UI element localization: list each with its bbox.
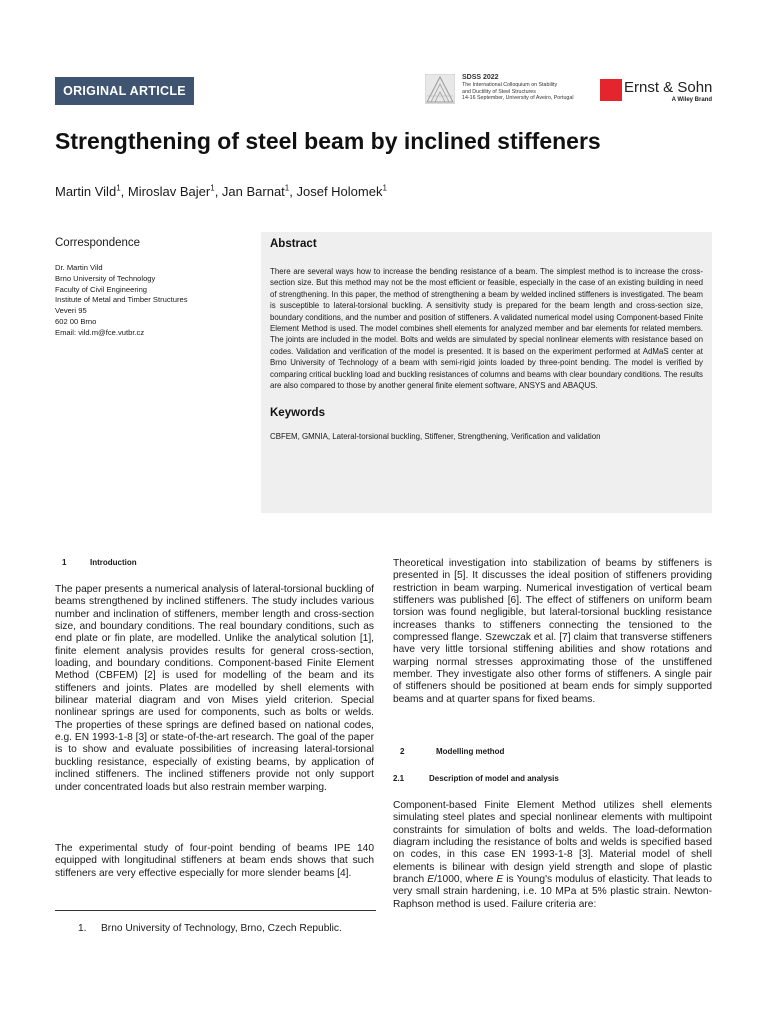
footnote: [78, 923, 342, 934]
conference-logo: [425, 74, 595, 106]
intro-paragraph-1: The paper presents a numerical analysis of lateral-torsional buckling of beams strengthened by inclined stiffeners. The study includes various number and inclination of stiffeners, member length and cross-section size, and boundary conditions. The real boundary conditions, such as end plate or fin plate, are modelled. Unlike the analytical solution [1], finite element analysis provides results for general cross-section, loading, and boundary conditions. Component-based Finite Element Method (CBFEM) [2] is used for modelling of the beam and its stiffeners and joints. Plates are modelled by shell elements with bilinear material diagram and von Mises yield criterion. Special nonlinear springs are used for components, such as bolts or welds. The properties of these springs are defined based on national codes, e.g. EN 1993-1-8 [3] or state-of-the-art research. The goal of the paper is to show and evaluate possibilities of increasing lateral-torsional buckling resistance, especially of existing beams, by application of inclined stiffeners. The inclined stiffeners provide not only support under concentrated loads but also restrain member warping.: [55, 584, 374, 793]
section-heading-introduction: [62, 558, 137, 567]
author-name: Miroslav Bajer: [127, 184, 211, 199]
author-affiliation: 1: [382, 183, 387, 193]
author-name: Martin Vild: [55, 184, 117, 199]
section-title: Modelling method: [436, 747, 505, 756]
text-run: Component-based Finite Element Method utilizes shell elements simulating steel plates and special nonlinear elements with multipoint constraints for simulation of bolts and welds. The load-deformation diagram including the resistance of bolts and welds is specified based on codes, in this case EN 1993-1-8 [3]. Material model of shell elements is bilinear with design yield strength and slope of plastic branch: [393, 800, 712, 886]
abstract-box: [261, 232, 712, 513]
correspondence-email[interactable]: Email: vild.m@fce.vutbr.cz: [55, 327, 145, 337]
text-run: /1000, where: [434, 874, 497, 886]
article-type-badge: ORIGINAL ARTICLE: [55, 77, 194, 105]
symbol-E: E: [496, 874, 504, 886]
abstract-heading: Abstract: [270, 238, 317, 250]
correspondence-line: Faculty of Civil Engineering: [55, 284, 148, 294]
correspondence-heading: Correspondence: [55, 237, 141, 249]
publisher-tagline: A Wiley Brand: [671, 97, 712, 103]
correspondence-line: Brno University of Technology: [55, 273, 156, 283]
author-affiliation: 1: [116, 183, 121, 193]
author-name: Jan Barnat: [221, 184, 285, 199]
correspondence-address: [55, 263, 188, 339]
footnote-text: Brno University of Technology, Brno, Czech Republic.: [101, 923, 342, 934]
author-affiliation: 1: [210, 183, 215, 193]
publisher-logo: [600, 76, 716, 106]
keywords-heading: Keywords: [270, 407, 325, 420]
section-title: Introduction: [90, 558, 137, 567]
conference-line-3: 14-16 September, University of Aveiro, Portugal: [462, 95, 574, 102]
section-number: 1: [62, 558, 67, 567]
author-name: Josef Holomek: [296, 184, 383, 199]
subsection-heading-description: [393, 774, 559, 783]
correspondence-line: 602 00 Brno: [55, 316, 97, 326]
section-number: 2: [400, 747, 405, 756]
sdss-emblem-icon: [425, 74, 455, 104]
correspondence-line: Dr. Martin Vild: [55, 263, 103, 272]
abstract-text: There are several ways how to increase the bending resistance of a beam. The simplest method is to increase the cross-section size. But this method may not be the most efficient or feasible, especially in the case of an existing building in need of strengthening. In this paper, the method of strengthening a beam by welded inclined stiffeners is investigated. The beam is susceptible to lateral-torsional buckling. A sensitivity study is prepared for the beam length and cross-section size, boundary conditions, and the number and position of stiffeners. A validated numerical model using Component-based Finite Element Method is used. The model combines shell elements for analyzed member and bar elements for related members. The joints are included in the model. Bolts and welds are simulated by special nonlinear elements with resistance based on codes. Validation and verification of the model is presented. It is based on the experiment performed at AdMaS center at Brno University of Technology of a beam with semi-rigid joints loaded by three-point bending. The model is verified by comparing critical buckling load and buckling resistances of columns and beams with clear boundary conditions. The results are also compared to those by another general finite element software, ANSYS and ABAQUS.: [270, 267, 703, 391]
intro-paragraph-2: The experimental study of four-point bending of beams IPE 140 equipped with longitudinal stiffeners at beam ends shows that such stiffeners are very effective especially for more slender beams [4].: [55, 843, 374, 879]
section-heading-modelling-method: [400, 747, 504, 756]
conference-line-2: and Ductility of Steel Structures: [462, 88, 536, 95]
symbol-E: E: [427, 874, 435, 886]
publisher-square-icon: [600, 79, 622, 101]
footnote-number: 1.: [78, 923, 87, 934]
section-number: 2.1: [393, 774, 405, 783]
correspondence-line: Institute of Metal and Timber Structures: [55, 295, 188, 305]
publisher-name: Ernst & Sohn: [624, 79, 713, 96]
author-affiliation: 1: [284, 183, 290, 193]
footnote-divider: [55, 910, 376, 911]
text-run: is Young's modulus of elasticity. That leads to very small strain hardening, i.e. 10 MPa at 5% plastic strain. Newton-Raphson method is used. Failure criteria are:: [393, 874, 713, 910]
right-paragraph-1: Theoretical investigation into stabilization of beams by stiffeners is presented in [5]. It discusses the ideal position of stiffeners providing restriction in beam warping. Numerical investigation of vertical beam stiffeners was published [6]. The effect of stiffeners on uniform beam torsion was found negligible, but lateral-torsional buckling resistance increases thanks to stiffeners connecting the tensioned to the compressed flange. Szewczak et al. [7] claim that transverse stiffeners have very little torsional stiffening abilities and show rotations and warping normal stresses approximating those of the unstiffened member. They investigate also other forms of stiffeners. A single pair of stiffeners should be positioned at beam ends for simply supported beams and at quarter spans for fixed beams.: [393, 558, 712, 705]
section-title: Description of model and analysis: [429, 774, 559, 783]
conference-line-1: The International Colloquium on Stability: [462, 82, 558, 88]
correspondence-line: Veveri 95: [55, 306, 87, 316]
conference-name: SDSS 2022: [462, 74, 499, 81]
keywords-text: CBFEM, GMNIA, Lateral-torsional buckling, Stiffener, Strengthening, Verification and validation: [270, 432, 601, 442]
model-paragraph-1: [393, 800, 712, 911]
author-list: Martin Vild$^1$, Miroslav Bajer$^1$, Jan Barnat$^1$, Josef Holomek$^1$: [55, 183, 387, 199]
article-title: Strengthening of steel beam by inclined stiffeners: [55, 128, 601, 154]
